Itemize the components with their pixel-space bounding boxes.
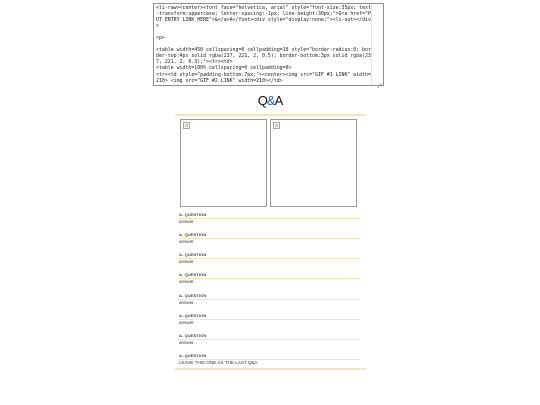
faq-item [179, 333, 360, 346]
faq-item [179, 272, 360, 285]
faq-question: A- QUESTION [179, 252, 207, 257]
broken-image-icon [273, 122, 280, 129]
code-text[interactable]: <li-raw><center><font face="helvetica, arial" style="font-size:35px; text-transform:uppercase; letter-spacing:-1px; line-height:30px;">Q<a href="PUT ENTRY LINK HERE">&</a>A</font><div style="display:none;"><li-out></div> <p> <table width=450 cellspacing=0 cellpadding=10 style="border-radius:0; border-top:4px solid rgba(237, 221, 2, 0.5); border-bottom:3px solid rgba(237, 221, 2, 0.3);"><tr><td> <table width=100% cellspacing=0 cellpadding=0> <tr><td style="padding-bottom:7px;"><center><img src="GIF #1 LINK" width=210> <img src="GIF #2 LINK" width=210></td> [156, 5, 371, 84]
gif-1-image [180, 119, 267, 207]
faq-divider [179, 218, 360, 219]
faq-answer: answer [179, 340, 194, 345]
heading-a: A [274, 93, 283, 108]
code-textarea[interactable] [153, 3, 384, 86]
top-border [175, 114, 366, 116]
broken-image-icon [183, 122, 190, 129]
faq-answer: answer [179, 320, 194, 325]
faq-item [179, 293, 360, 306]
faq-answer: answer [179, 219, 194, 224]
faq-question: A- QUESTION [179, 333, 207, 338]
faq-answer: answer [179, 259, 194, 264]
gif-2-image [270, 119, 357, 207]
faq-answer: answer [179, 300, 194, 305]
resize-grip-icon[interactable] [376, 78, 382, 84]
faq-item [179, 353, 360, 366]
faq-divider [179, 299, 360, 300]
faq-question: A- QUESTION [179, 293, 207, 298]
faq-answer: answer [179, 239, 194, 244]
heading-entry-link[interactable]: & [266, 93, 275, 108]
faq-item [179, 232, 360, 245]
faq-divider [179, 258, 360, 259]
faq-item [179, 252, 360, 265]
heading-q: Q [257, 93, 267, 108]
qa-heading [174, 93, 366, 108]
faq-item [179, 313, 360, 326]
faq-answer: answer [179, 279, 194, 284]
faq-divider [179, 278, 360, 279]
faq-divider [179, 238, 360, 239]
faq-question: A- QUESTION [179, 212, 207, 217]
bottom-border [175, 368, 366, 370]
faq-question: A- QUESTION [179, 272, 207, 277]
faq-divider [179, 319, 360, 320]
faq-question: A- QUESTION [179, 232, 207, 237]
faq-divider [179, 339, 360, 340]
faq-divider [179, 359, 360, 360]
vertical-scrollbar[interactable] [371, 4, 383, 85]
faq-question: A- QUESTION [179, 353, 207, 358]
faq-answer: LEAVE THIS ONE AS THE LAST Q&A [179, 360, 258, 365]
faq-question: A- QUESTION [179, 313, 207, 318]
faq-item [179, 212, 360, 225]
